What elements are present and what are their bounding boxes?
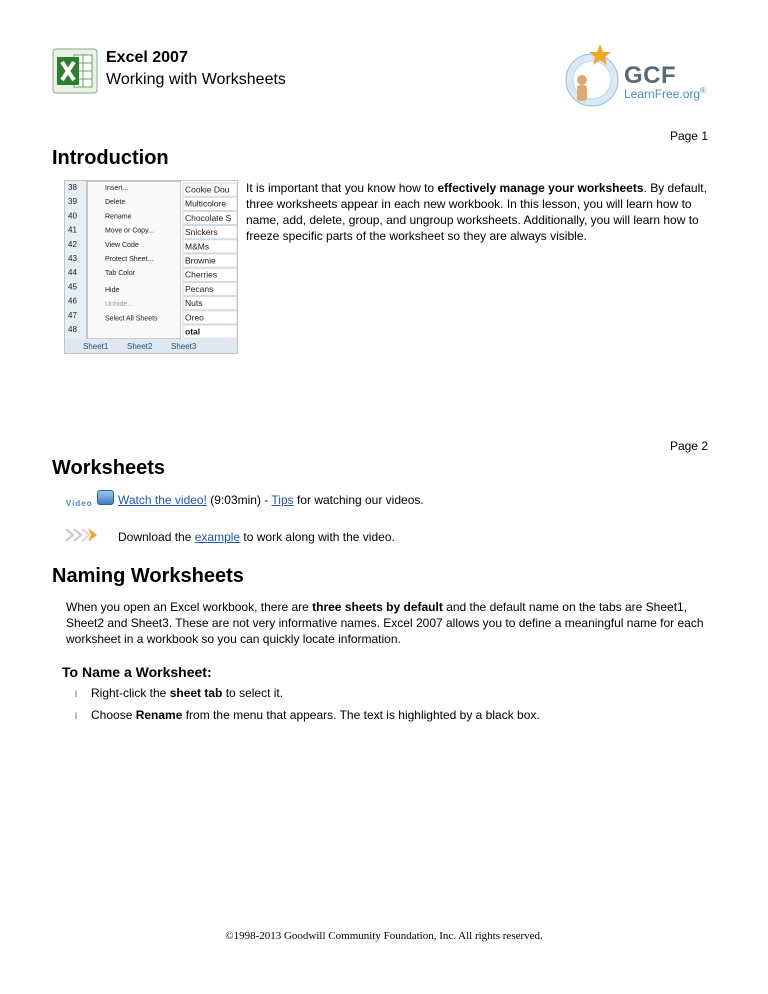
tips-link[interactable]: Tips xyxy=(271,493,294,507)
cell-value: Cookie Dou xyxy=(185,184,230,195)
step-1: l Right-click the sheet tab to select it. xyxy=(75,686,284,700)
row-number: 39 xyxy=(68,197,77,207)
cell-value: Chocolate S xyxy=(185,212,232,223)
footer-copyright: ©1998-2013 Goodwill Community Foundation, Inc. All rights reserved. xyxy=(225,930,543,942)
cell-value: Multicolore xyxy=(185,198,227,209)
gcf-logo-text: GCF xyxy=(624,62,677,89)
sheet-tab: Sheet3 xyxy=(171,342,197,351)
row-number: 42 xyxy=(68,239,77,249)
page-number-2: Page 2 xyxy=(669,439,708,453)
bullet-icon: l xyxy=(75,689,77,699)
download-arrows-icon xyxy=(64,527,100,543)
gcf-logo-subtext: LearnFree.org® xyxy=(624,86,706,101)
row-number: 46 xyxy=(68,296,77,306)
watch-video-link[interactable]: Watch the video! xyxy=(118,493,207,507)
to-name-worksheet-heading: To Name a Worksheet: xyxy=(62,664,212,680)
video-row: Watch the video! (9:03min) - Tips for watching our videos. xyxy=(118,493,424,507)
cell-value: M&Ms xyxy=(185,241,210,252)
sheet-tab: Sheet1 xyxy=(83,342,109,351)
context-menu-item: Protect Sheet... xyxy=(105,256,154,263)
context-menu-item: Delete xyxy=(105,199,126,207)
context-menu-item: Rename xyxy=(105,213,132,221)
video-label: Video xyxy=(66,499,93,508)
download-row: Download the example to work along with the video. xyxy=(118,530,395,544)
context-menu-item: Unhide... xyxy=(105,301,134,309)
row-number: 45 xyxy=(68,282,77,292)
cell-value: Oreo xyxy=(185,312,204,323)
context-menu-item: Tab Color xyxy=(105,270,135,278)
page-number-1: Page 1 xyxy=(669,129,708,143)
context-menu-screenshot xyxy=(64,180,238,354)
context-menu-item: Move or Copy... xyxy=(105,227,154,235)
excel-logo-icon xyxy=(52,48,98,94)
row-number: 47 xyxy=(68,310,77,320)
video-icon[interactable] xyxy=(97,490,114,505)
context-menu-item: Insert... xyxy=(105,185,129,192)
cell-value: Cherries xyxy=(185,269,218,280)
context-menu-item: View Code xyxy=(105,241,139,249)
worksheets-heading: Worksheets xyxy=(52,457,166,479)
row-number: 38 xyxy=(68,183,77,192)
row-number: 48 xyxy=(68,325,77,334)
step-2: l Choose Rename from the menu that appears. The text is highlighted by a black box. xyxy=(75,708,540,722)
context-menu-item: Select All Sheets xyxy=(105,315,158,323)
row-number: 41 xyxy=(68,225,77,235)
document-subtitle: Working with Worksheets xyxy=(106,71,286,88)
naming-paragraph: When you open an Excel workbook, there are three sheets by default and the default name on the tabs are Sheet1, Sheet2 and Sheet3. These are not very informative names. Excel 2007 allows you to define a meaningful name for each worksheet in a workbook so you can quickly locate information. xyxy=(66,600,704,646)
cell-value: Nuts xyxy=(185,298,203,309)
row-number: 40 xyxy=(68,211,77,221)
example-link[interactable]: example xyxy=(194,530,241,544)
cell-value: Brownie xyxy=(185,255,216,266)
document-title: Excel 2007 xyxy=(106,49,188,66)
context-menu-item: Hide xyxy=(105,286,120,294)
row-number: 43 xyxy=(68,254,77,263)
cell-value: Snickers xyxy=(185,227,218,238)
naming-worksheets-heading: Naming Worksheets xyxy=(52,565,244,587)
sheet-tab: Sheet2 xyxy=(127,342,153,351)
introduction-heading: Introduction xyxy=(52,147,169,169)
row-number: 44 xyxy=(68,268,77,278)
cell-value: Pecans xyxy=(185,283,214,294)
bullet-icon: l xyxy=(75,711,77,721)
introduction-paragraph: It is important that you know how to effectively manage your worksheets. By default, three worksheets appear in each new workbook. In this lesson, you will learn how to name, add, delete, group, and ungroup worksheets. Additionally, you will learn how to freeze specific parts of the worksheet so they are always visible. xyxy=(246,181,707,243)
cell-value: otal xyxy=(185,326,201,337)
context-menu-image xyxy=(65,181,237,353)
